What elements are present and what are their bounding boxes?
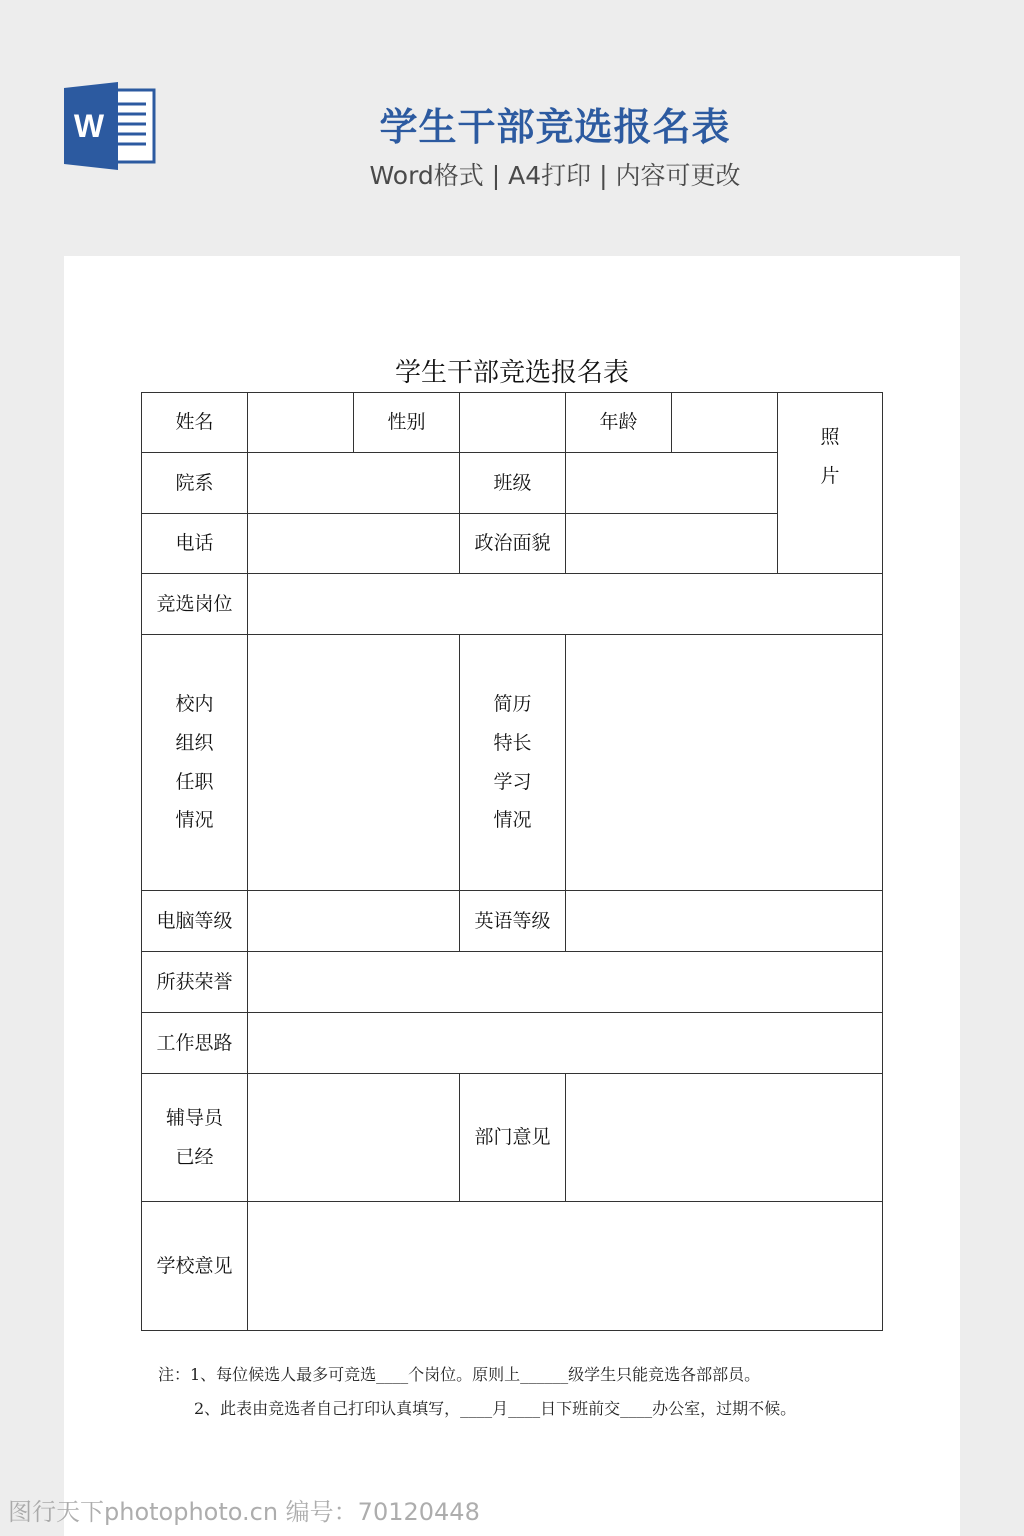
label-phone: 电话 xyxy=(142,514,248,574)
label-name: 姓名 xyxy=(142,393,248,453)
field-position[interactable] xyxy=(248,574,883,635)
field-resume[interactable] xyxy=(566,635,883,891)
label-school-opinion: 学校意见 xyxy=(142,1202,248,1331)
field-gender[interactable] xyxy=(460,393,566,453)
photo-cell[interactable] xyxy=(778,393,883,574)
label-department: 院系 xyxy=(142,453,248,514)
label-photo: 照 片 xyxy=(820,426,840,487)
field-computer-level[interactable] xyxy=(248,891,460,952)
field-counselor[interactable] xyxy=(248,1074,460,1202)
field-political-status[interactable] xyxy=(566,514,778,574)
label-honors: 所获荣誉 xyxy=(142,952,248,1013)
word-icon-letter: W xyxy=(73,108,105,144)
field-class[interactable] xyxy=(566,453,778,514)
watermark: 图行天下photophoto.cn 编号：70120448 xyxy=(8,1498,480,1526)
label-school-positions: 校内 组织 任职 情况 xyxy=(175,692,214,832)
label-counselor-cell xyxy=(142,1074,248,1202)
field-dept-opinion[interactable] xyxy=(566,1074,883,1202)
document-title: 学生干部竞选报名表 xyxy=(394,358,629,388)
label-dept-opinion: 部门意见 xyxy=(460,1074,566,1202)
header-title: 学生干部竞选报名表 xyxy=(379,105,731,149)
header-subtitle: Word格式 | A4打印 | 内容可更改 xyxy=(369,161,741,190)
label-counselor: 辅导员 已经 xyxy=(165,1106,223,1168)
label-position: 竞选岗位 xyxy=(142,574,248,635)
note-line-1: 注：1、每位候选人最多可竞选____个岗位。原则上______级学生只能竞选各部部员。 xyxy=(158,1365,761,1384)
field-school-positions[interactable] xyxy=(248,635,460,891)
label-resume-cell xyxy=(460,635,566,891)
document-page xyxy=(64,256,960,1536)
note-line-2: 2、此表由竞选者自己打印认真填写，____月____日下班前交____办公室，过期不候。 xyxy=(194,1399,797,1418)
label-gender: 性别 xyxy=(354,393,460,453)
notes xyxy=(158,1358,796,1426)
label-class: 班级 xyxy=(460,453,566,514)
field-english-level[interactable] xyxy=(566,891,883,952)
label-computer-level: 电脑等级 xyxy=(142,891,248,952)
label-age: 年龄 xyxy=(566,393,672,453)
field-age[interactable] xyxy=(672,393,778,453)
field-work-plan[interactable] xyxy=(248,1013,883,1074)
field-honors[interactable] xyxy=(248,952,883,1013)
field-department[interactable] xyxy=(248,453,460,514)
label-english-level: 英语等级 xyxy=(460,891,566,952)
field-name[interactable] xyxy=(248,393,354,453)
label-work-plan: 工作思路 xyxy=(142,1013,248,1074)
label-resume: 简历 特长 学习 情况 xyxy=(493,692,532,832)
field-phone[interactable] xyxy=(248,514,460,574)
label-school-positions-cell xyxy=(142,635,248,891)
field-school-opinion[interactable] xyxy=(248,1202,883,1331)
registration-form-table xyxy=(141,392,883,1331)
label-political-status: 政治面貌 xyxy=(460,514,566,574)
